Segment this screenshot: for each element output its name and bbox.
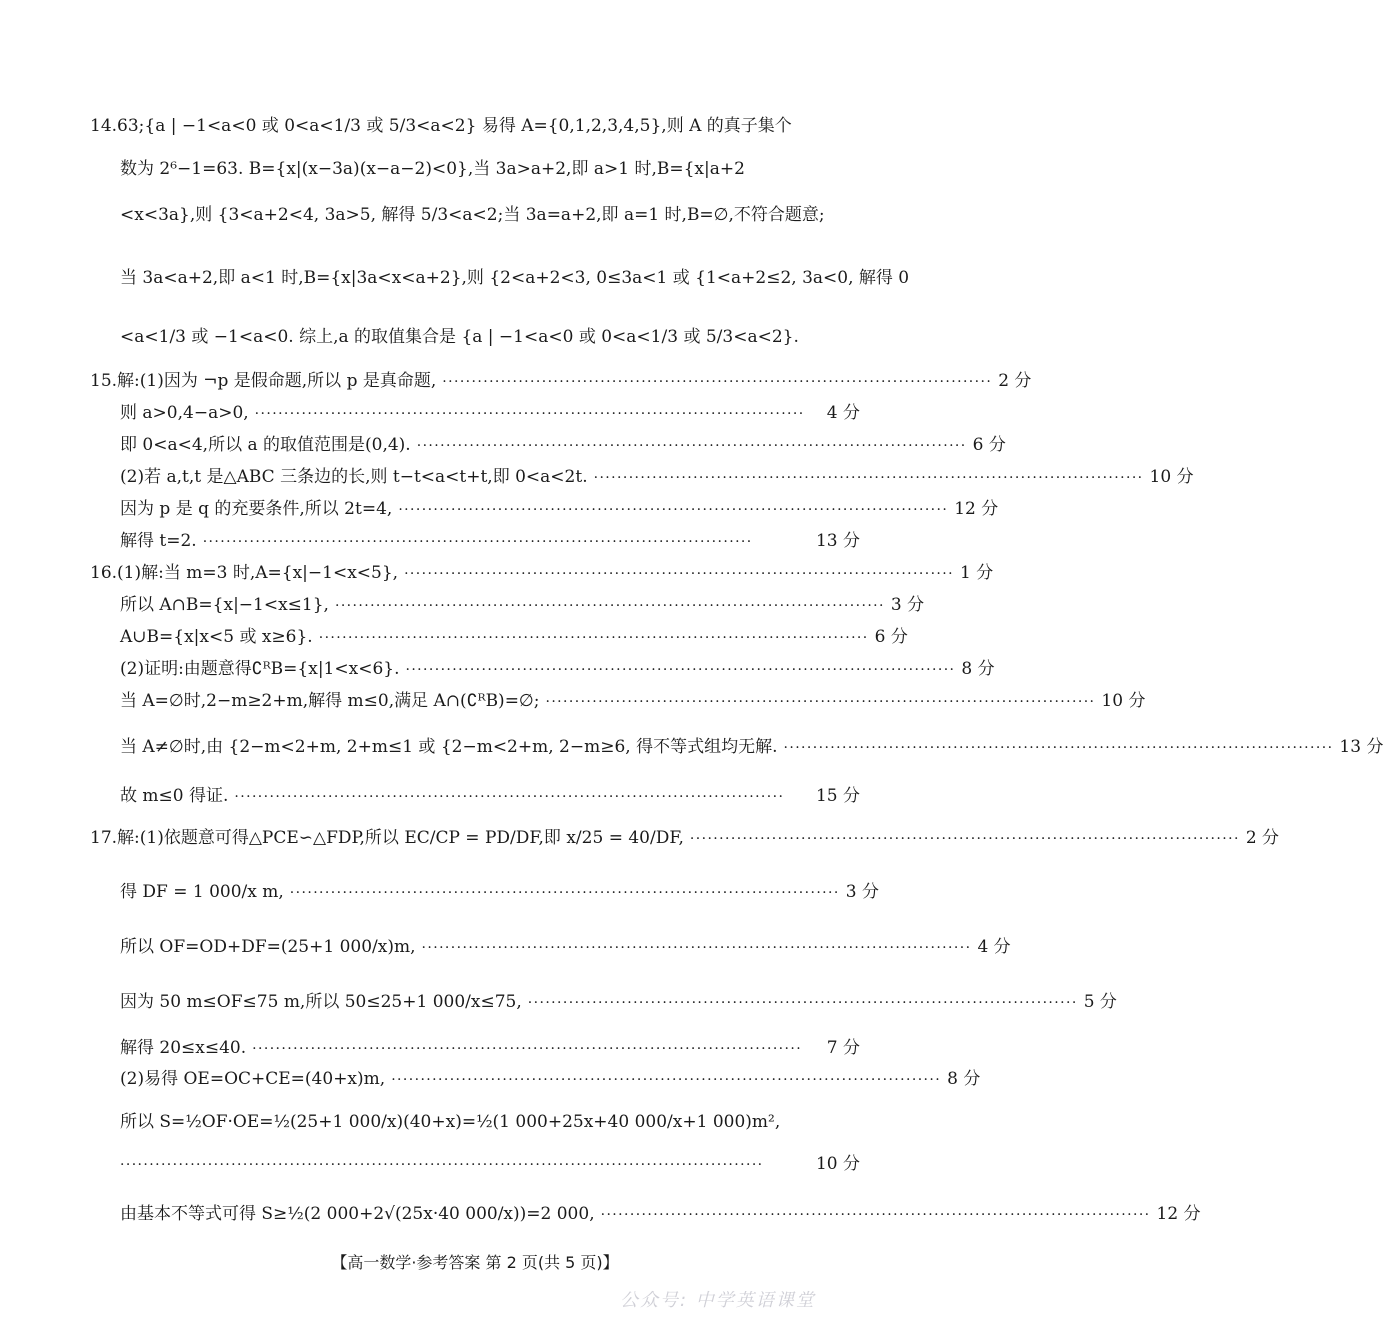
- leader-dots: ······························································································: [391, 1072, 942, 1088]
- line-text: 解得 t=2.: [120, 531, 197, 551]
- leader-dots: ··············································································································: [120, 1157, 764, 1173]
- q17-line: [120, 1036, 860, 1061]
- line-text: 即 0<a<4,所以 a 的取值范围是(0,4).: [120, 435, 411, 455]
- points: 3 分: [845, 882, 879, 902]
- leader-dots: ······························································································: [783, 740, 1334, 756]
- leader-dots: ······························································································: [318, 630, 869, 646]
- q17-line: [120, 1152, 860, 1177]
- points: 3 分: [890, 595, 925, 615]
- line-text: (2)证明:由题意得∁ᴿB={x|1<x<6}.: [120, 659, 400, 679]
- leader-dots: ······························································································: [202, 534, 753, 550]
- line-text: A∪B={x|x<5 或 x≥6}.: [120, 627, 313, 647]
- leader-dots: ······························································································: [442, 374, 993, 390]
- q17-line: [120, 1110, 860, 1134]
- q17-line: [120, 1202, 1201, 1227]
- points: 6 分: [972, 435, 1006, 455]
- points: 13 分: [1339, 737, 1383, 757]
- leader-dots: ······························································································: [421, 940, 972, 956]
- leader-dots: ······························································································: [593, 470, 1144, 486]
- points: 12 分: [1156, 1204, 1201, 1224]
- leader-dots: ······························································································: [289, 885, 840, 901]
- points: 12 分: [954, 499, 999, 519]
- line-text: 当 A≠∅时,由 {2−m<2+m, 2+m≤1 或 {2−m<2+m, 2−m≥6, 得不等式组均无解.: [120, 737, 778, 757]
- points: 10 分: [1101, 691, 1146, 711]
- line-text: 15.解:(1)因为 ¬p 是假命题,所以 p 是真命题,: [90, 371, 437, 391]
- q14-line-2: 数为 2⁶−1=63. B={x|(x−3a)(x−a−2)<0},当 3a>a+2,即 a>1 时,B={x|a+2: [120, 159, 745, 179]
- leader-dots: ······························································································: [398, 502, 949, 518]
- line-text: 所以 S=½OF·OE=½(25+1 000/x)(40+x)=½(1 000+25x+40 000/x+1 000)m²,: [120, 1112, 781, 1132]
- leader-dots: ······························································································: [527, 995, 1078, 1011]
- points: 8 分: [947, 1069, 981, 1089]
- watermark: 公众号: 中学英语课堂: [620, 1290, 816, 1311]
- leader-dots: ······························································································: [405, 662, 956, 678]
- q15-line: [120, 497, 999, 522]
- points: 10 分: [1149, 467, 1194, 487]
- leader-dots: ······························································································: [334, 598, 885, 614]
- q16-line: [90, 561, 994, 586]
- points: 4 分: [826, 403, 860, 423]
- points: 2 分: [998, 371, 1032, 391]
- line-text: 16.(1)解:当 m=3 时,A={x|−1<x<5},: [90, 563, 399, 583]
- points: 10 分: [815, 1154, 860, 1174]
- q17-line: [90, 826, 1280, 851]
- q17-line: [120, 1067, 981, 1092]
- leader-dots: ······························································································: [404, 566, 954, 582]
- line-text: (2)易得 OE=OC+CE=(40+x)m,: [120, 1069, 386, 1089]
- q16-line: [120, 593, 925, 618]
- points: 7 分: [826, 1038, 860, 1058]
- line-text: 所以 OF=OD+DF=(25+1 000/x)m,: [120, 937, 416, 957]
- q15-line: [120, 529, 860, 554]
- points: 15 分: [815, 786, 860, 806]
- q14-line-4: 当 3a<a+2,即 a<1 时,B={x|3a<x<a+2},则 {2<a+2<3, 0≤3a<1 或 {1<a+2≤2, 3a<0, 解得 0: [120, 268, 910, 288]
- points: 13 分: [815, 531, 860, 551]
- line-text: 当 A=∅时,2−m≥2+m,解得 m≤0,满足 A∩(∁ᴿB)=∅;: [120, 691, 540, 711]
- q16-line: [120, 657, 995, 682]
- line-text: 得 DF = 1 000/x m,: [120, 882, 284, 902]
- q15-line: [120, 433, 1006, 458]
- line-text: 故 m≤0 得证.: [120, 786, 229, 806]
- q17-line: [120, 935, 1011, 960]
- q16-line: [120, 625, 908, 650]
- points: 4 分: [977, 937, 1011, 957]
- q16-line: [120, 689, 1146, 714]
- leader-dots: ······························································································: [234, 789, 785, 805]
- q16-line: [120, 784, 860, 809]
- leader-dots: ······························································································: [252, 1041, 803, 1057]
- points: 2 分: [1245, 828, 1280, 848]
- line-text: 由基本不等式可得 S≥½(2 000+2√(25x·40 000/x))=2 000,: [120, 1204, 595, 1224]
- q15-line: [120, 401, 860, 426]
- points: 1 分: [959, 563, 994, 583]
- line-text: (2)若 a,t,t 是△ABC 三条边的长,则 t−t<a<t+t,即 0<a<2t.: [120, 467, 588, 487]
- points: 8 分: [961, 659, 995, 679]
- line-text: 因为 50 m≤OF≤75 m,所以 50≤25+1 000/x≤75,: [120, 992, 522, 1012]
- line-text: 解得 20≤x≤40.: [120, 1038, 247, 1058]
- leader-dots: ······························································································: [416, 438, 967, 454]
- q15-line: [90, 369, 1032, 394]
- q14-line-1: 14.63;{a | −1<a<0 或 0<a<1/3 或 5/3<a<2} 易得 A={0,1,2,3,4,5},则 A 的真子集个: [90, 116, 792, 136]
- points: 6 分: [874, 627, 908, 647]
- q16-line: [120, 735, 1383, 760]
- line-text: 则 a>0,4−a>0,: [120, 403, 249, 423]
- points: 5 分: [1083, 992, 1117, 1012]
- line-text: 所以 A∩B={x|−1<x≤1},: [120, 595, 329, 615]
- leader-dots: ······························································································: [254, 406, 805, 422]
- leader-dots: ······························································································: [600, 1207, 1151, 1223]
- leader-dots: ······························································································: [545, 694, 1096, 710]
- q17-line: [120, 990, 1117, 1015]
- line-text: 因为 p 是 q 的充要条件,所以 2t=4,: [120, 499, 393, 519]
- q14-line-3: <x<3a},则 {3<a+2<4, 3a>5, 解得 5/3<a<2;当 3a=a+2,即 a=1 时,B=∅,不符合题意;: [120, 205, 825, 225]
- q14-line-5: <a<1/3 或 −1<a<0. 综上,a 的取值集合是 {a | −1<a<0 或 0<a<1/3 或 5/3<a<2}.: [120, 327, 799, 347]
- line-text: 17.解:(1)依题意可得△PCE∽△FDP,所以 EC/CP = PD/DF,即 x/25 = 40/DF,: [90, 828, 684, 848]
- q15-line: [120, 465, 1194, 490]
- leader-dots: ······························································································: [689, 831, 1240, 847]
- page-footer: 【高一数学·参考答案 第 2 页(共 5 页)】: [331, 1253, 619, 1272]
- q17-line: [120, 880, 879, 905]
